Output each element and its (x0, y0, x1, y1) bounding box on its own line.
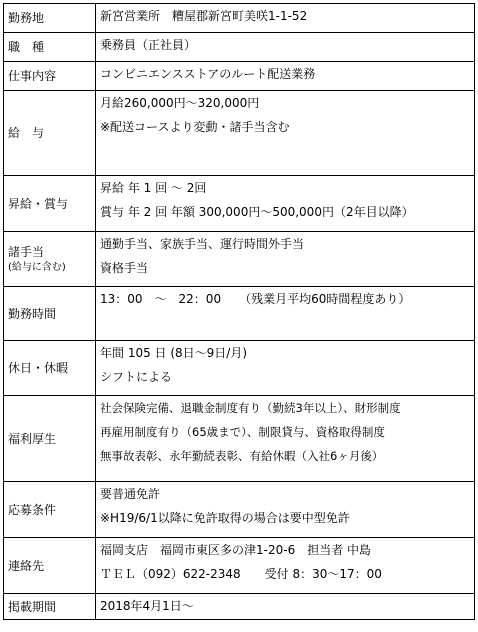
row-work-hours (4, 287, 475, 341)
label-salary (4, 91, 96, 176)
label-work-content (4, 62, 96, 91)
value-job-type (96, 33, 475, 62)
value-line: コンビニエンスストアのルート配送業務 (100, 67, 316, 81)
row-work-content (4, 62, 475, 91)
label-allowances (4, 232, 96, 287)
value-line: 月給260,000円～320,000円 (100, 96, 260, 110)
value-holidays (96, 341, 475, 396)
value-line: 通勤手当、家族手当、運行時間外手当 (100, 237, 305, 251)
label-work-hours (4, 287, 96, 341)
value-work-content (96, 62, 475, 91)
value-benefits (96, 396, 475, 482)
row-raise-bonus (4, 176, 475, 232)
row-job-type (4, 33, 475, 62)
label-text: 職 種 (8, 40, 45, 54)
row-salary (4, 91, 475, 176)
value-line: 13：00 ～ 22：00 （残業月平均60時間程度あり） (100, 292, 411, 306)
value-work-hours (96, 287, 475, 341)
value-contact (96, 538, 475, 594)
value-salary (96, 91, 475, 176)
value-location (96, 4, 475, 33)
label-posting-period (4, 594, 96, 620)
value-line: シフトによる (100, 370, 173, 384)
row-allowances (4, 232, 475, 287)
value-line: 乗務員（正社員） (100, 38, 197, 52)
value-line: 社会保険完備、退職金制度有り（勤続3年以上）、財形制度 (100, 401, 401, 415)
label-text: 休日・休暇 (8, 361, 69, 375)
value-raise-bonus (96, 176, 475, 232)
value-line: 賞与 年 2 回 年額 300,000円～500,000円（2年目以降） (100, 205, 414, 219)
label-requirements (4, 482, 96, 538)
label-subtext: (給与に含む) (8, 262, 66, 273)
value-line: 2018年4月1日～ (100, 599, 194, 613)
value-line: 昇給 年 1 回 ～ 2回 (100, 181, 207, 195)
label-location (4, 4, 96, 33)
label-text: 昇給・賞与 (8, 196, 69, 211)
value-posting-period (96, 594, 475, 620)
label-text: 仕事内容 (8, 69, 57, 83)
label-job-type (4, 33, 96, 62)
value-requirements (96, 482, 475, 538)
job-info-table (3, 3, 475, 620)
value-line: 新宮営業所 糟屋郡新宮町美咲1-1-52 (100, 9, 308, 23)
value-line: ※配送コースより変動・諸手当含む (100, 120, 290, 134)
label-text: 給 与 (8, 126, 45, 140)
label-text: 勤務地 (8, 11, 45, 25)
value-line: 福岡支店 福岡市東区多の津1-20-6 担当者 中島 (100, 543, 372, 557)
label-contact (4, 538, 96, 594)
label-benefits (4, 396, 96, 482)
value-line: 再雇用制度有り（65歳まで）、制限貸与、資格取得制度 (100, 425, 385, 439)
label-raise-bonus (4, 176, 96, 232)
row-posting-period (4, 594, 475, 620)
label-text: 諸手当 (8, 245, 45, 259)
label-holidays (4, 341, 96, 396)
label-text: 応募条件 (8, 502, 57, 517)
value-line: 年間 105 日 (8日～9日/月) (100, 346, 248, 360)
row-requirements (4, 482, 475, 538)
label-text: 勤務時間 (8, 306, 57, 321)
row-benefits (4, 396, 475, 482)
label-text: 掲載期間 (8, 599, 57, 614)
value-line: 要普通免許 (100, 487, 161, 501)
row-contact (4, 538, 475, 594)
value-line: ＴＥＬ（092）622-2348 受付 8：30～17：00 (100, 567, 382, 581)
row-location (4, 4, 475, 33)
label-text: 連絡先 (8, 558, 45, 573)
value-line: 資格手当 (100, 261, 149, 275)
value-allowances (96, 232, 475, 287)
label-text: 福利厚生 (8, 431, 57, 446)
value-line: ※H19/6/1以降に免許取得の場合は要中型免許 (100, 511, 350, 525)
row-holidays (4, 341, 475, 396)
value-line: 無事故表彰、永年勤続表彰、有給休暇（入社6ヶ月後） (100, 449, 384, 463)
